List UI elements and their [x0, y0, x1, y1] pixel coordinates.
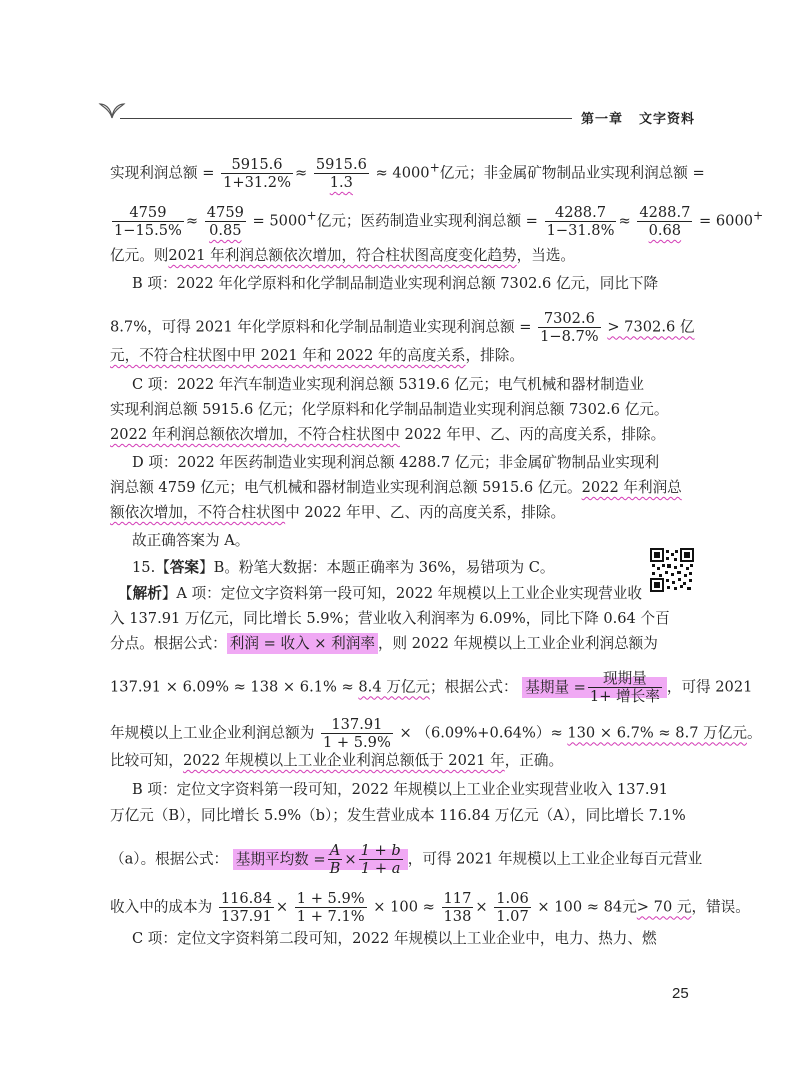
- text-line: 额依次增加，不符合柱状图中 2022 年甲、乙、丙的高度关系，排除。: [110, 504, 566, 521]
- text-line: （a）。根据公式： 基期平均数 = $\frac{A}{B}$ × $\frac{1 + b}{1 + a}$ ，可得 2021 年规模以上工业企业每百元营业: [110, 842, 703, 877]
- text-line: 元，不符合柱状图中甲 2021 年和 2022 年的高度关系，排除。: [110, 347, 524, 364]
- page-number: 25: [672, 985, 689, 1002]
- fraction: $\frac{4288.7}{0.68}$: [639, 204, 691, 239]
- text-line: 收入中的成本为 $\frac{116.84}{137.91}$ × $\frac{1 + 5.9\%}{1 + 7.1\%}$ × 100 ≈ $\frac{117}{138}$ × $\frac{1.06}{1.07}$ × 100 ≈ 84元> 70 元，错误。: [110, 890, 750, 925]
- text-line: D 项：2022 年医药制造业实现利润总额 4288.7 亿元；非金属矿物制品业实现利: [132, 454, 660, 471]
- text-line: 2022 年利润总额依次增加，不符合柱状图中 2022 年甲、乙、丙的高度关系，排除。: [110, 426, 666, 443]
- header-rule: [120, 118, 572, 119]
- text-line: 8.7%，可得 2021 年化学原料和化学制品制造业实现利润总额 = $\frac{7302.6}{1-8.7\%}$ > 7302.6 亿: [110, 310, 695, 345]
- text-line: B 项：2022 年化学原料和化学制品制造业实现利润总额 7302.6 亿元，同比下降: [132, 275, 659, 292]
- fraction: 现期量 1+ 增长率: [589, 670, 660, 705]
- text-line: C 项：定位文字资料第二段可知，2022 年规模以上工业企业中，电力、热力、燃: [132, 930, 657, 947]
- text-line: B 项：定位文字资料第一段可知，2022 年规模以上工业企业实现营业收入 137.91: [132, 781, 669, 798]
- fraction: $\frac{5915.6}{1.3}$: [315, 156, 367, 191]
- fraction: $\frac{4759}{0.85}$: [206, 204, 244, 239]
- formula-highlight: 基期量 = 现期量 1+ 增长率: [522, 677, 667, 698]
- text-line: 亿元。则2021 年利润总额依次增加，符合柱状图高度变化趋势，当选。: [110, 247, 576, 264]
- text-line: 万亿元（B），同比增长 5.9%（b）；发生营业成本 116.84 万亿元（A），同比增长 7.1%: [110, 807, 686, 824]
- fraction: $\frac{A}{B}$: [329, 842, 341, 877]
- text-line: 入 137.91 万亿元，同比增长 5.9%；营业收入利润率为 6.09%，同比下降 0.64 个百: [110, 610, 670, 627]
- text-line: 润总额 4759 亿元；电气机械和器材制造业实现利润总额 5915.6 亿元。2022 年利润总: [110, 479, 682, 496]
- fraction: $\frac{4759}{1-15.5\%}$: [114, 204, 182, 239]
- fraction: $\frac{1.06}{1.07}$: [496, 890, 529, 925]
- fraction: $\frac{137.91}{1 + 5.9\%}$: [322, 716, 391, 751]
- fraction: $\frac{5915.6}{1+31.2\%}$: [223, 156, 291, 191]
- text-line: 比较可知，2022 年规模以上工业企业利润总额低于 2021 年，正确。: [110, 752, 564, 769]
- formula-highlight: 利润 = 收入 × 利润率: [227, 633, 378, 654]
- fraction: $\frac{7302.6}{1-8.7\%}$: [540, 310, 599, 345]
- chapter-header: [581, 108, 695, 127]
- text-line: C 项：2022 年汽车制造业实现利润总额 5319.6 亿元；电气机械和器材制造业: [132, 376, 644, 393]
- text-line: 实现利润总额 = $\frac{5915.6}{1+31.2\%}$ ≈ $\frac{5915.6}{1.3}$ ≈ 4000+亿元；非金属矿物制品业实现利润总额 =: [110, 156, 705, 191]
- text-line: 年规模以上工业企业利润总额为 $\frac{137.91}{1 + 5.9\%}$ × （6.09%+0.64%）≈ 130 × 6.7% ≈ 8.7 万亿元。: [110, 716, 762, 751]
- fraction: $\frac{116.84}{137.91}$: [220, 890, 272, 925]
- leaf-ornament-icon: [98, 100, 126, 120]
- text-line: 【解析】A 项：定位文字资料第一段可知，2022 年规模以上工业企业实现营业收: [118, 585, 642, 602]
- fraction: $\frac{117}{138}$: [443, 890, 472, 925]
- chapter-subtitle: 文字资料: [639, 112, 696, 127]
- text-line: 137.91 × 6.09% ≈ 138 × 6.1% ≈ 8.4 万亿元；根据公式： 基期量 = 现期量 1+ 增长率 ，可得 2021: [110, 670, 753, 705]
- chapter-title: 第一章: [581, 112, 624, 127]
- text-line: 分点。根据公式： 利润 = 收入 × 利润率 ，则 2022 年规模以上工业企业利润总额为: [110, 635, 658, 652]
- fraction: $\frac{1 + b}{1 + a}$: [360, 842, 401, 877]
- text-line: 实现利润总额 5915.6 亿元；化学原料和化学制品制造业实现利润总额 7302.6 亿元。: [110, 401, 669, 418]
- fraction: $\frac{1 + 5.9\%}{1 + 7.1\%}$: [296, 890, 365, 925]
- formula-highlight: 基期平均数 = $\frac{A}{B}$ × $\frac{1 + b}{1 + a}$: [233, 849, 408, 870]
- text-line: $\frac{4759}{1-15.5\%}$ ≈ $\frac{4759}{0.85}$ = 5000+亿元；医药制造业实现利润总额 = $\frac{4288.7}{1-31.8\%}$ ≈ $\frac{4288.7}{0.68}$ = 6000+: [114, 204, 764, 239]
- qr-code-icon[interactable]: [650, 548, 694, 592]
- fraction: $\frac{4288.7}{1-31.8\%}$: [546, 204, 615, 239]
- text-line: 故正确答案为 A。: [132, 532, 250, 549]
- text-line: 15.【答案】B。粉笔大数据：本题正确率为 36%，易错项为 C。: [132, 559, 555, 576]
